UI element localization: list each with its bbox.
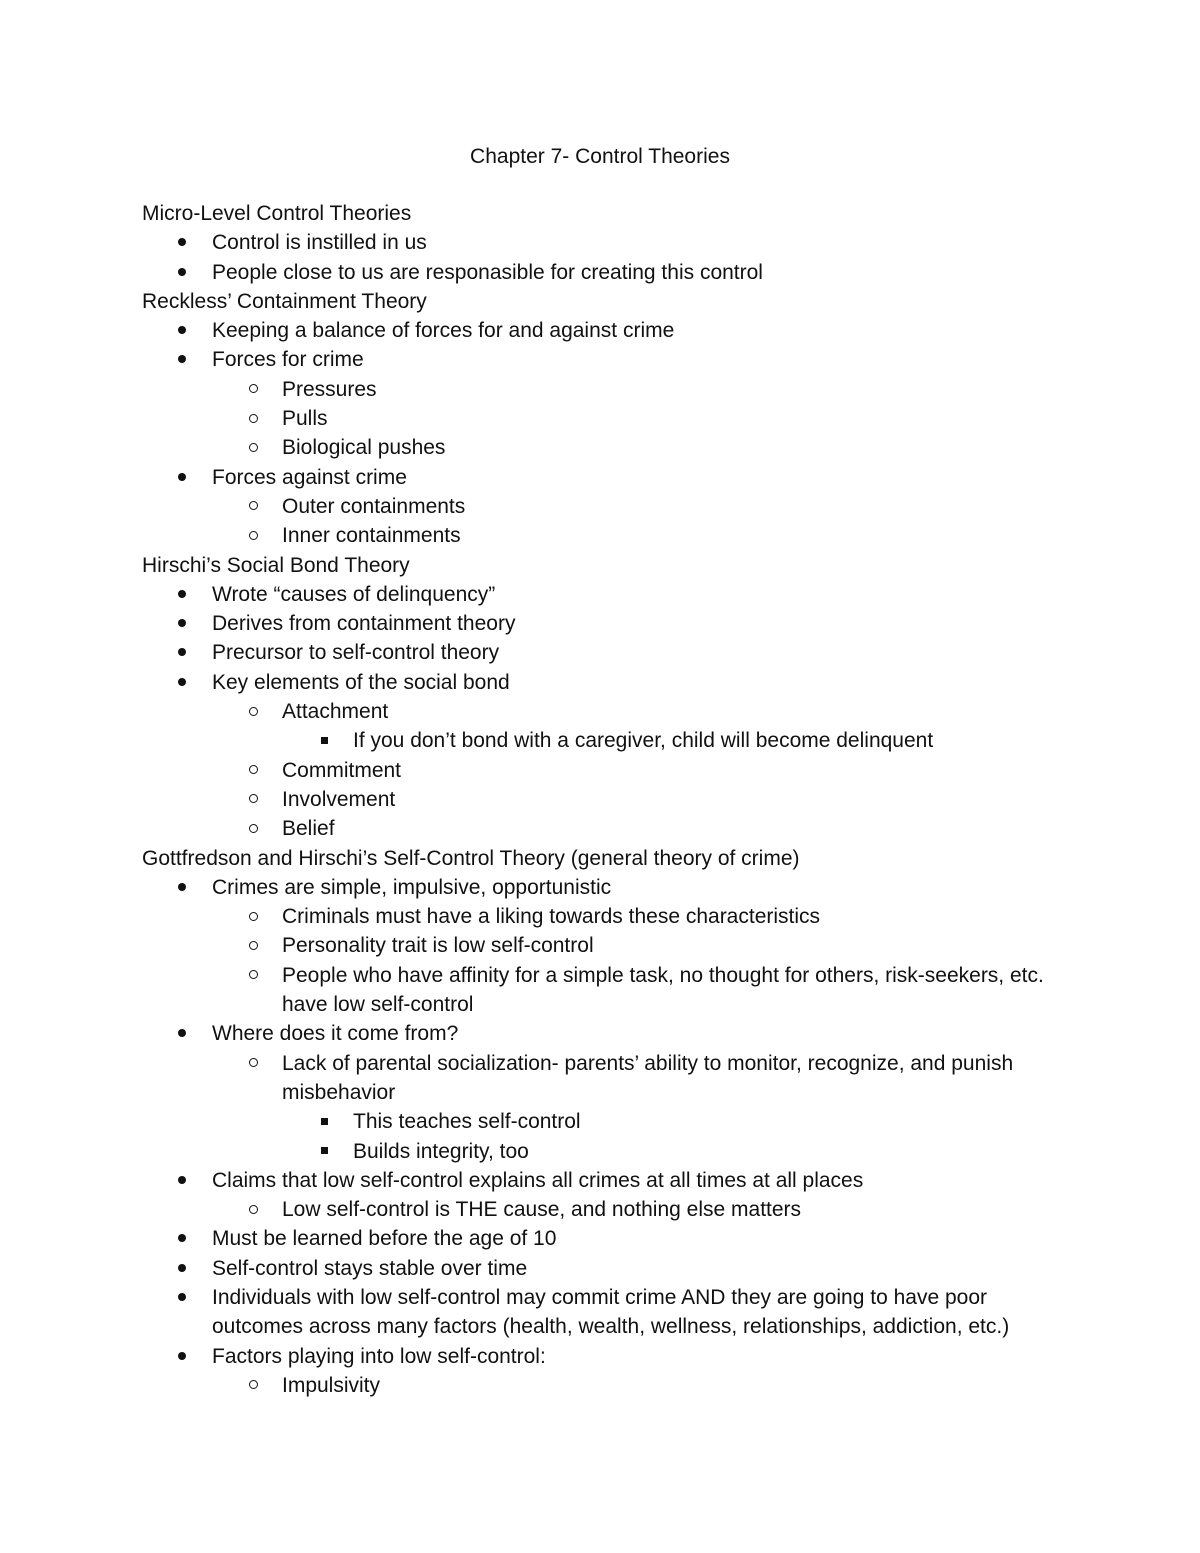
line-text: Builds integrity, too xyxy=(353,1139,529,1163)
filled-circle-bullet-icon xyxy=(172,1342,192,1371)
list-item xyxy=(142,1371,1062,1400)
section-heading xyxy=(142,551,1062,580)
list-item xyxy=(142,931,1062,960)
line-text: Forces against crime xyxy=(212,465,407,489)
hollow-circle-bullet-icon xyxy=(243,433,263,462)
list-item xyxy=(142,1283,1062,1342)
filled-circle-bullet-icon xyxy=(172,873,192,902)
list-item xyxy=(142,902,1062,931)
line-text: Where does it come from? xyxy=(212,1022,459,1046)
list-item xyxy=(142,492,1062,521)
list-item xyxy=(142,1107,1062,1136)
line-text: Micro-Level Control Theories xyxy=(142,202,412,225)
line-text: People who have affinity for a simple task, no thought for others, risk-seekers, etc. have low self-control xyxy=(282,963,1044,1017)
hollow-circle-bullet-icon xyxy=(243,404,263,433)
filled-circle-bullet-icon xyxy=(172,668,192,697)
line-text: People close to us are responasible for creating this control xyxy=(212,260,763,284)
list-item xyxy=(142,345,1062,374)
filled-circle-bullet-icon xyxy=(172,316,192,345)
square-bullet-icon xyxy=(314,726,334,755)
line-text: Gottfredson and Hirschi’s Self-Control Theory (general theory of crime) xyxy=(142,846,800,870)
line-text: Belief xyxy=(282,817,335,841)
list-item xyxy=(142,697,1062,726)
list-item xyxy=(142,756,1062,785)
line-text: Low self-control is THE cause, and nothing else matters xyxy=(282,1198,802,1222)
hollow-circle-bullet-icon xyxy=(243,785,263,814)
filled-circle-bullet-icon xyxy=(172,1254,192,1283)
line-text: Forces for crime xyxy=(212,348,364,372)
filled-circle-bullet-icon xyxy=(172,1166,192,1195)
line-text: Must be learned before the age of 10 xyxy=(212,1227,557,1251)
line-text: Involvement xyxy=(282,787,396,811)
list-item xyxy=(142,580,1062,609)
list-item xyxy=(142,609,1062,638)
filled-circle-bullet-icon xyxy=(172,345,192,374)
hollow-circle-bullet-icon xyxy=(243,1195,263,1224)
filled-circle-bullet-icon xyxy=(172,1019,192,1048)
line-text: Outer containments xyxy=(282,494,466,518)
line-text: Biological pushes xyxy=(282,436,446,460)
line-text: Control is instilled in us xyxy=(212,231,427,255)
line-text: Hirschi’s Social Bond Theory xyxy=(142,553,410,577)
square-bullet-icon xyxy=(314,1137,334,1166)
line-text: Reckless’ Containment Theory xyxy=(142,289,427,313)
filled-circle-bullet-icon xyxy=(172,609,192,638)
list-item xyxy=(142,404,1062,433)
page-title: Chapter 7- Control Theories xyxy=(470,145,730,168)
list-item xyxy=(142,1254,1062,1283)
filled-circle-bullet-icon xyxy=(172,463,192,492)
line-text: Precursor to self-control theory xyxy=(212,641,500,665)
line-text: Factors playing into low self-control: xyxy=(212,1344,546,1368)
line-text: Claims that low self-control explains all crimes at all times at all places xyxy=(212,1168,864,1192)
list-item xyxy=(142,814,1062,843)
filled-circle-bullet-icon xyxy=(172,1283,192,1312)
line-text: Inner containments xyxy=(282,524,461,548)
list-item xyxy=(142,433,1062,462)
filled-circle-bullet-icon xyxy=(172,638,192,667)
section-heading xyxy=(142,287,1062,316)
list-item xyxy=(142,638,1062,667)
filled-circle-bullet-icon xyxy=(172,258,192,287)
line-text: Personality trait is low self-control xyxy=(282,934,594,958)
line-text: Keeping a balance of forces for and against crime xyxy=(212,319,675,343)
hollow-circle-bullet-icon xyxy=(243,521,263,550)
line-text: Criminals must have a liking towards these characteristics xyxy=(282,905,821,929)
line-text: Pulls xyxy=(282,407,328,431)
hollow-circle-bullet-icon xyxy=(243,492,263,521)
section-heading xyxy=(142,199,1062,228)
list-item xyxy=(142,873,1062,902)
list-item xyxy=(142,316,1062,345)
hollow-circle-bullet-icon xyxy=(243,1049,263,1078)
list-item xyxy=(142,961,1062,1020)
filled-circle-bullet-icon xyxy=(172,1224,192,1253)
list-item xyxy=(142,375,1062,404)
hollow-circle-bullet-icon xyxy=(243,931,263,960)
list-item xyxy=(142,1195,1062,1224)
filled-circle-bullet-icon xyxy=(172,580,192,609)
line-text: Impulsivity xyxy=(282,1373,381,1397)
list-item xyxy=(142,463,1062,492)
line-text: Lack of parental socialization- parents’ ability to monitor, recognize, and punish misbehavior xyxy=(282,1051,1014,1104)
line-text: Wrote “causes of delinquency” xyxy=(212,582,496,606)
line-text: Key elements of the social bond xyxy=(212,670,510,694)
hollow-circle-bullet-icon xyxy=(243,1371,263,1400)
hollow-circle-bullet-icon xyxy=(243,902,263,931)
list-item xyxy=(142,1166,1062,1195)
list-item xyxy=(142,1019,1062,1048)
line-text: Commitment xyxy=(282,758,402,782)
line-text: This teaches self-control xyxy=(353,1110,581,1134)
line-text: Attachment xyxy=(282,700,389,724)
list-item xyxy=(142,258,1062,287)
list-item xyxy=(142,726,1062,755)
square-bullet-icon xyxy=(314,1107,334,1136)
line-text: Pressures xyxy=(282,377,377,401)
list-item xyxy=(142,785,1062,814)
line-text: Derives from containment theory xyxy=(212,612,516,636)
list-item xyxy=(142,1137,1062,1166)
list-item xyxy=(142,1049,1062,1108)
list-item xyxy=(142,521,1062,550)
filled-circle-bullet-icon xyxy=(172,228,192,257)
hollow-circle-bullet-icon xyxy=(243,697,263,726)
section-heading xyxy=(142,844,1062,873)
hollow-circle-bullet-icon xyxy=(243,814,263,843)
list-item xyxy=(142,668,1062,697)
line-text: Self-control stays stable over time xyxy=(212,1256,528,1280)
hollow-circle-bullet-icon xyxy=(243,961,263,990)
hollow-circle-bullet-icon xyxy=(243,375,263,404)
list-item xyxy=(142,1224,1062,1253)
hollow-circle-bullet-icon xyxy=(243,756,263,785)
list-item xyxy=(142,228,1062,257)
outline-list xyxy=(142,199,1062,1400)
line-text: Crimes are simple, impulsive, opportunistic xyxy=(212,875,612,899)
list-item xyxy=(142,1342,1062,1371)
line-text: If you don’t bond with a caregiver, child will become delinquent xyxy=(353,729,934,753)
line-text: Individuals with low self-control may commit crime AND they are going to have poor outcomes across many factors (health, wealth, wellness, relationships, addiction, etc.) xyxy=(212,1285,1010,1339)
